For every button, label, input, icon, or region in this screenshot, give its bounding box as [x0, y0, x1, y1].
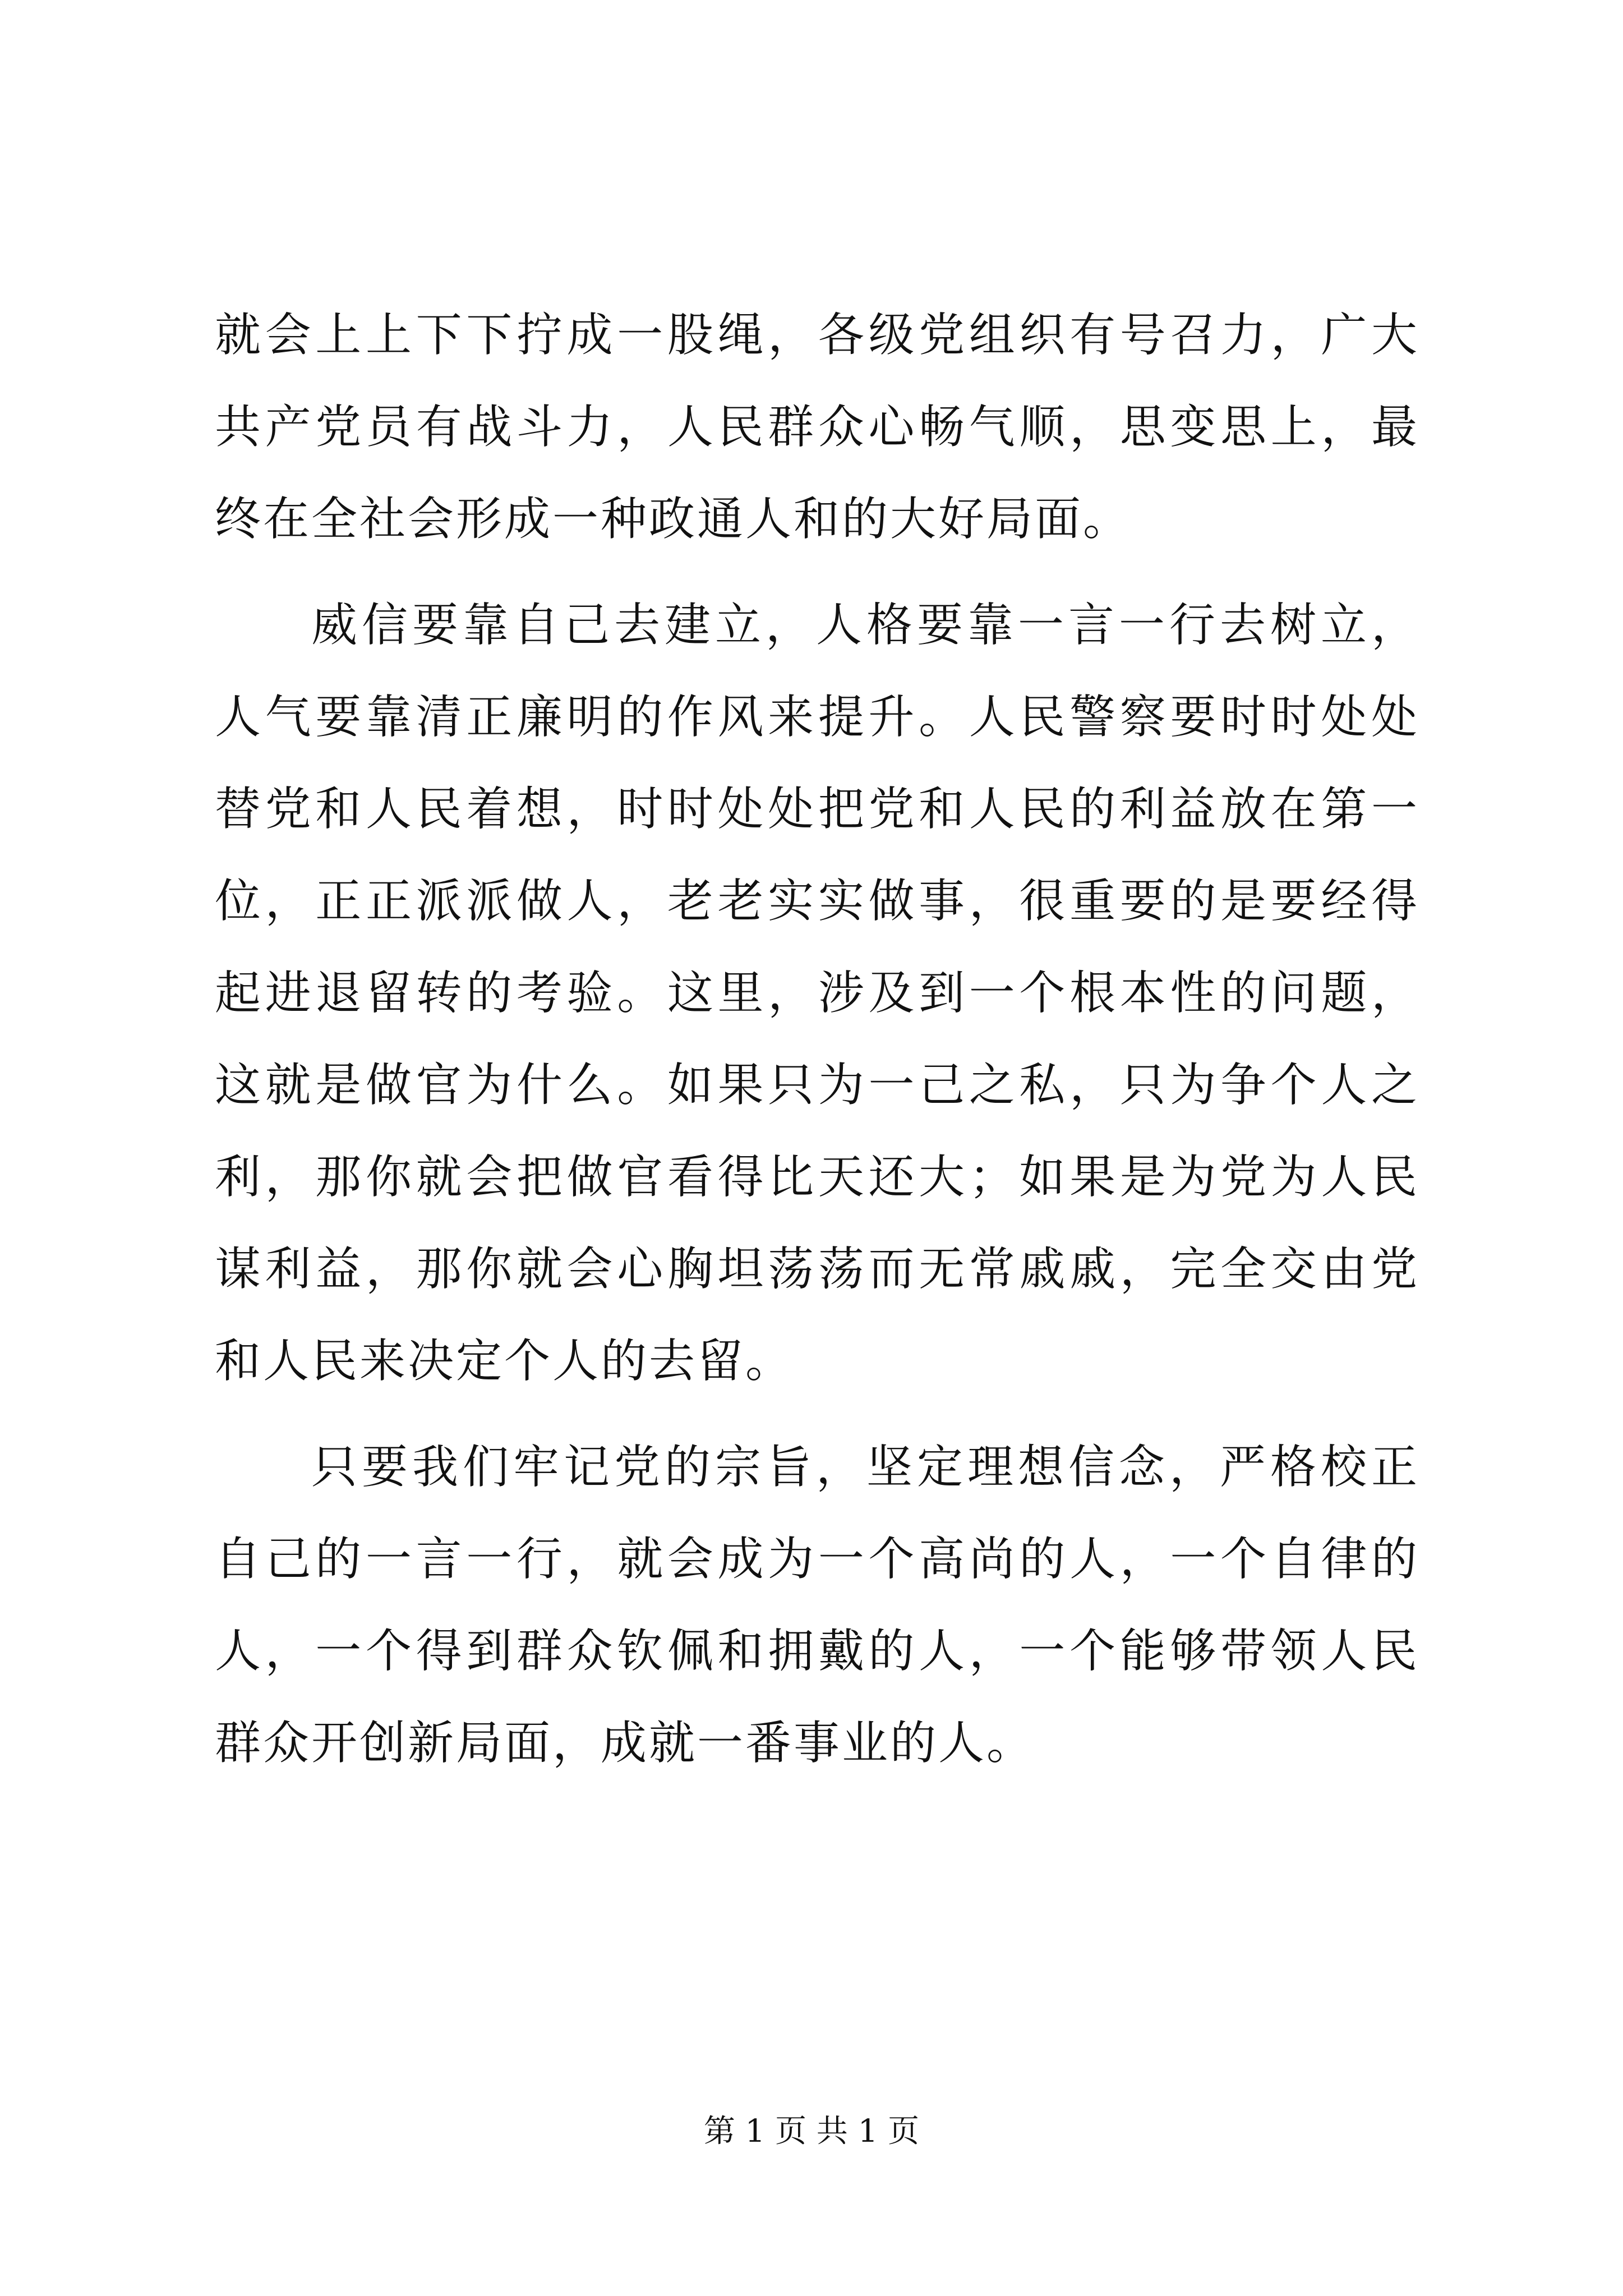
paragraph-3: 只要我们牢记党的宗旨，坚定理想信念，严格校正自己的一言一行，就会成为一个高尚的人，一个自律的人，一个得到群众钦佩和拥戴的人，一个能够带领人民群众开创新局面，成就一番事业的人。 [215, 1441, 1419, 1770]
document-body [215, 289, 1419, 1803]
page-footer: 第 1 页 共 1 页 [703, 2113, 920, 2150]
paragraph-2: 威信要靠自己去建立，人格要靠一言一行去树立，人气要靠清正廉明的作风来提升。人民警察要时时处处替党和人民着想，时时处处把党和人民的利益放在第一位，正正派派做人，老老实实做事，很重要的是要经得起进退留转的考验。这里，涉及到一个根本性的问题，这就是做官为什么。如果只为一己之私，只为争个人之利，那你就会把做官看得比天还大；如果是为党为人民谋利益，那你就会心胸坦荡荡而无常戚戚，完全交由党和人民来决定个人的去留。 [215, 599, 1419, 1388]
paragraph-1: 就会上上下下拧成一股绳，各级党组织有号召力，广大共产党员有战斗力，人民群众心畅气顺，思变思上，最终在全社会形成一种政通人和的大好局面。 [215, 309, 1419, 546]
